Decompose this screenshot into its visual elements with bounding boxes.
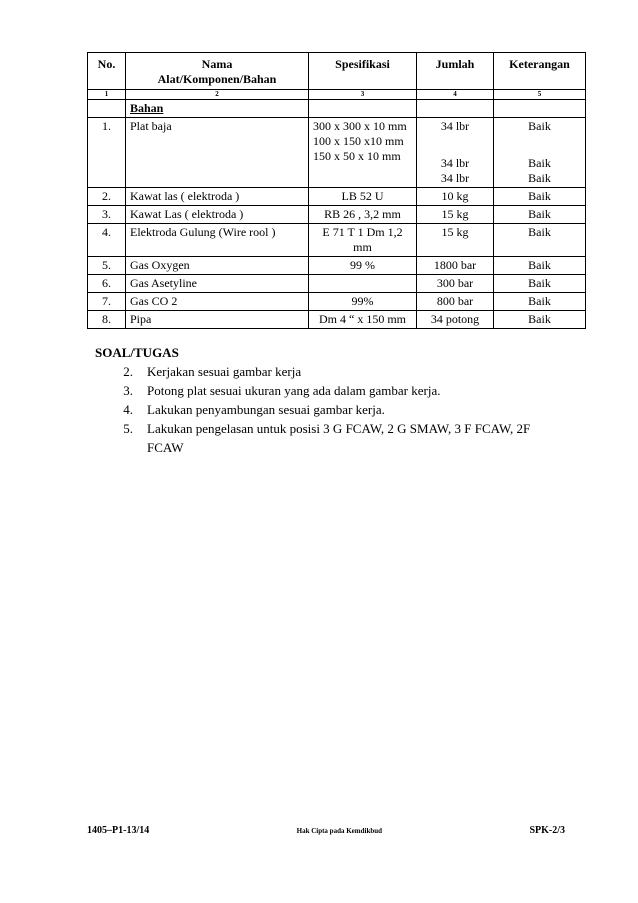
table-row (88, 206, 586, 224)
item-number: 5. (123, 421, 133, 436)
item-number: 2. (123, 364, 133, 379)
row-spesifikasi: 99% (309, 293, 417, 311)
section-row (88, 100, 586, 118)
row-spesifikasi: 99 % (309, 257, 417, 275)
row-nama: Kawat Las ( elektroda ) (126, 206, 309, 224)
table-row (88, 188, 586, 206)
table-header-row (88, 53, 586, 90)
row-jumlah: 15 kg (417, 206, 494, 224)
soal-section (95, 343, 545, 457)
row-spesifikasi: LB 52 U (309, 188, 417, 206)
column-number: 3 (309, 90, 417, 100)
row-spesifikasi: Dm 4 “ x 150 mm (309, 311, 417, 329)
item-text: Lakukan pengelasan untuk posisi 3 G FCAW, 2 G SMAW, 3 F FCAW, 2F FCAW (147, 421, 531, 455)
ket-line: Baik (528, 156, 551, 170)
table-row (88, 224, 586, 257)
row-nama: Pipa (126, 311, 309, 329)
row-keterangan: Baik (494, 188, 586, 206)
spec-line: 300 x 300 x 10 mm (313, 119, 407, 133)
row-keterangan: Baik (494, 224, 586, 257)
row-spesifikasi (309, 275, 417, 293)
page-footer (87, 825, 565, 836)
row-jumlah: 800 bar (417, 293, 494, 311)
spec-line: 150 x 50 x 10 mm (313, 149, 401, 163)
soal-list (95, 362, 545, 457)
row-no: 2. (88, 188, 126, 206)
list-item (95, 381, 545, 400)
table-row (88, 293, 586, 311)
header-nama-line1: Nama (201, 57, 233, 71)
row-nama: Gas Oxygen (126, 257, 309, 275)
row-keterangan (494, 118, 586, 188)
row-jumlah: 15 kg (417, 224, 494, 257)
row-no: 3. (88, 206, 126, 224)
row-no: 6. (88, 275, 126, 293)
table-row (88, 311, 586, 329)
table-row (88, 118, 586, 188)
list-item (95, 419, 545, 457)
row-nama: Kawat las ( elektroda ) (126, 188, 309, 206)
jumlah-line: 34 lbr (440, 119, 470, 133)
row-keterangan: Baik (494, 311, 586, 329)
footer-copyright: Hak Cipta pada Kemdikbud (296, 827, 383, 835)
header-nama (126, 53, 309, 90)
item-text: Kerjakan sesuai gambar kerja (147, 364, 302, 379)
materials-table (87, 52, 586, 329)
column-number: 5 (494, 90, 586, 100)
row-jumlah: 1800 bar (417, 257, 494, 275)
row-jumlah: 300 bar (417, 275, 494, 293)
footer-doc-code: 1405–P1-13/14 (87, 825, 150, 836)
row-no: 1. (88, 118, 126, 188)
row-no: 8. (88, 311, 126, 329)
item-text: Potong plat sesuai ukuran yang ada dalam gambar kerja. (147, 383, 441, 398)
soal-title: SOAL/TUGAS (95, 345, 179, 360)
row-nama: Gas Asetyline (126, 275, 309, 293)
row-jumlah: 34 potong (417, 311, 494, 329)
ket-line: Baik (528, 171, 551, 185)
item-text: Lakukan penyambungan sesuai gambar kerja. (147, 402, 385, 417)
row-no: 7. (88, 293, 126, 311)
column-number-row (88, 90, 586, 100)
row-spesifikasi: E 71 T 1 Dm 1,2 mm (309, 224, 417, 257)
spec-line: 100 x 150 x10 mm (313, 134, 404, 148)
column-number: 4 (417, 90, 494, 100)
row-nama: Elektroda Gulung (Wire rool ) (126, 224, 309, 257)
header-jumlah: Jumlah (417, 53, 494, 90)
row-nama: Gas CO 2 (126, 293, 309, 311)
row-no: 5. (88, 257, 126, 275)
jumlah-line: 34 lbr (440, 156, 470, 170)
header-keterangan: Keterangan (494, 53, 586, 90)
section-label: Bahan (126, 100, 309, 118)
table-row (88, 257, 586, 275)
row-keterangan: Baik (494, 275, 586, 293)
footer-page-number: SPK-2/3 (529, 825, 565, 836)
row-jumlah (417, 118, 494, 188)
row-no: 4. (88, 224, 126, 257)
column-number: 2 (126, 90, 309, 100)
row-keterangan: Baik (494, 206, 586, 224)
row-keterangan: Baik (494, 293, 586, 311)
item-number: 4. (123, 402, 133, 417)
row-jumlah: 10 kg (417, 188, 494, 206)
list-item (95, 400, 545, 419)
column-number: 1 (88, 90, 126, 100)
row-spesifikasi: RB 26 , 3,2 mm (309, 206, 417, 224)
header-no: No. (88, 53, 126, 90)
header-nama-line2: Alat/Komponen/Bahan (157, 72, 277, 86)
header-spesifikasi: Spesifikasi (309, 53, 417, 90)
row-nama: Plat baja (126, 118, 309, 188)
jumlah-line: 34 lbr (440, 171, 470, 185)
table-row (88, 275, 586, 293)
list-item (95, 362, 545, 381)
row-spesifikasi (309, 118, 417, 188)
item-number: 3. (123, 383, 133, 398)
ket-line: Baik (528, 119, 551, 133)
row-keterangan: Baik (494, 257, 586, 275)
